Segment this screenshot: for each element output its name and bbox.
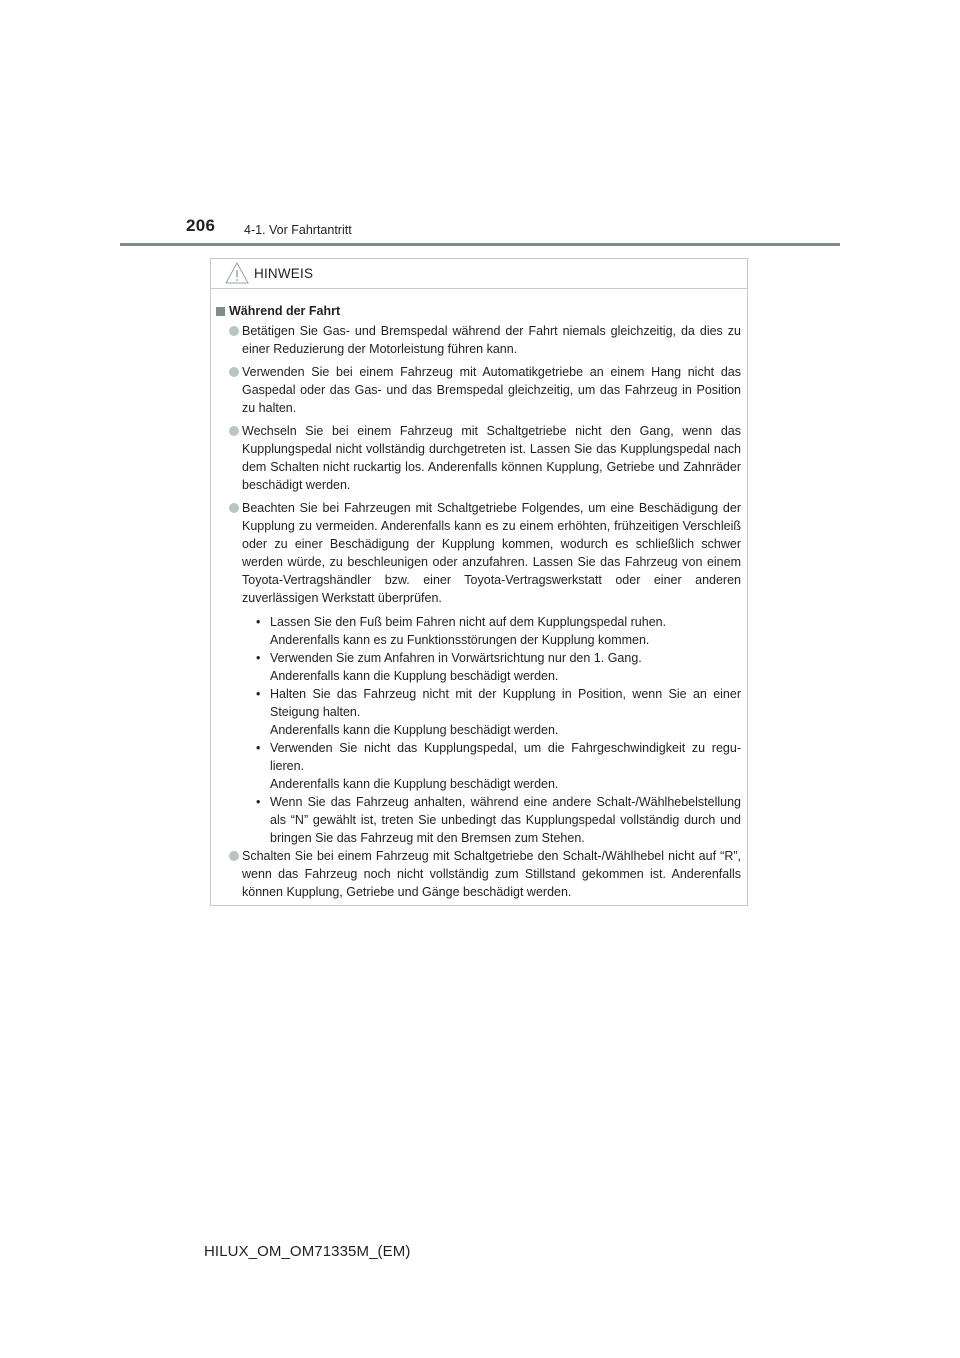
paragraph-text: Schalten Sie bei einem Fahrzeug mit Schaltgetriebe den Schalt-/Wählhebel nicht auf “R”, wenn das Fahrzeug noch nicht vollständig zum Stillstand gekommen ist. Anderenfalls können Kupplung, Getriebe und Gänge beschädigt werden. [242, 849, 741, 899]
notice-subheading [216, 302, 741, 320]
bullet-note-text: Anderenfalls kann die Kupplung beschädigt werden. [270, 777, 559, 791]
bullet-item [256, 739, 741, 793]
bullet-main-text: • Wenn Sie das Fahrzeug anhalten, während eine andere Schalt-/Wählhebelstellung als “N” gewählt ist, treten Sie unbedingt das Kupplungspedal vollständig durch und bringen Sie das Fahrzeug mit den Bremsen zum Stehen. [270, 795, 741, 845]
notice-paragraph [216, 363, 741, 417]
notice-paragraph [216, 499, 741, 607]
bullet-main-text: • Verwenden Sie nicht das Kupplungspedal, um die Fahrgeschwindigkeit zu regulieren. [270, 741, 741, 773]
notice-paragraph [216, 322, 741, 358]
warning-triangle-icon [225, 262, 249, 284]
notice-box [210, 258, 748, 906]
header-rule [120, 243, 840, 246]
bullet-main-text: • Halten Sie das Fahrzeug nicht mit der Kupplung in Position, wenn Sie an einer Steigung halten. [270, 687, 741, 719]
circle-bullet-icon [229, 503, 239, 513]
paragraph-text: Betätigen Sie Gas- und Bremspedal während der Fahrt niemals gleichzeitig, da dies zu einer Reduzierung der Motorleistung führen kann. [242, 324, 741, 356]
page-number: 206 [186, 216, 216, 235]
bullet-item [256, 649, 741, 685]
bullet-item [256, 685, 741, 739]
paragraph-text: Beachten Sie bei Fahrzeugen mit Schaltgetriebe Folgendes, um eine Beschädigung der Kupplung zu vermeiden. Anderenfalls kann es zu einem erhöhten, frühzeitigen Verschleiß oder zu einer Beschädigung der Kupplung kommen, wodurch es schließlich schwer werden würde, zu beschleunigen oder anzufahren. Lassen Sie das Fahrzeug von einem Toyota-Vertragshändler bzw. einer Toyota-Vertragswerkstatt oder einer anderen zuverlässigen Werkstatt überprüfen. [242, 501, 741, 605]
paragraph-text: Wechseln Sie bei einem Fahrzeug mit Schaltgetriebe nicht den Gang, wenn das Kupplungspedal nicht vollständig durchgetreten ist. Lassen Sie das Kupplungspedal nach dem Schalten nicht ruckartig los. Anderenfalls können Kupplung, Getriebe und Zahnräder beschädigt werden. [242, 424, 741, 492]
notice-title: HINWEIS [254, 266, 314, 281]
notice-paragraph [216, 847, 741, 901]
bullet-main-text: • Lassen Sie den Fuß beim Fahren nicht auf dem Kupplungspedal ruhen. [270, 615, 667, 629]
paragraph-text: Verwenden Sie bei einem Fahrzeug mit Automatikgetriebe an einem Hang nicht das Gaspedal oder das Gas- und das Bremspedal gleichzeitig, um das Fahrzeug in Position zu halten. [242, 365, 741, 415]
notice-header [211, 259, 747, 289]
clutch-bullet-list [216, 613, 741, 847]
bullet-main-text: • Verwenden Sie zum Anfahren in Vorwärtsrichtung nur den 1. Gang. [270, 651, 642, 665]
subheading-text: Während der Fahrt [229, 304, 341, 318]
bullet-item [256, 793, 741, 847]
bullet-note-text: Anderenfalls kann es zu Funktionsstörungen der Kupplung kommen. [270, 633, 650, 647]
bullet-note-text: Anderenfalls kann die Kupplung beschädigt werden. [270, 723, 559, 737]
square-bullet-icon [216, 307, 225, 316]
section-title: 4-1. Vor Fahrtantritt [244, 223, 352, 237]
bullet-note-text: Anderenfalls kann die Kupplung beschädigt werden. [270, 669, 559, 683]
circle-bullet-icon [229, 367, 239, 377]
bullet-item [256, 613, 741, 649]
circle-bullet-icon [229, 326, 239, 336]
notice-body [211, 289, 747, 901]
document-code: HILUX_OM_OM71335M_(EM) [204, 1243, 411, 1260]
notice-paragraph [216, 422, 741, 494]
circle-bullet-icon [229, 851, 239, 861]
circle-bullet-icon [229, 426, 239, 436]
